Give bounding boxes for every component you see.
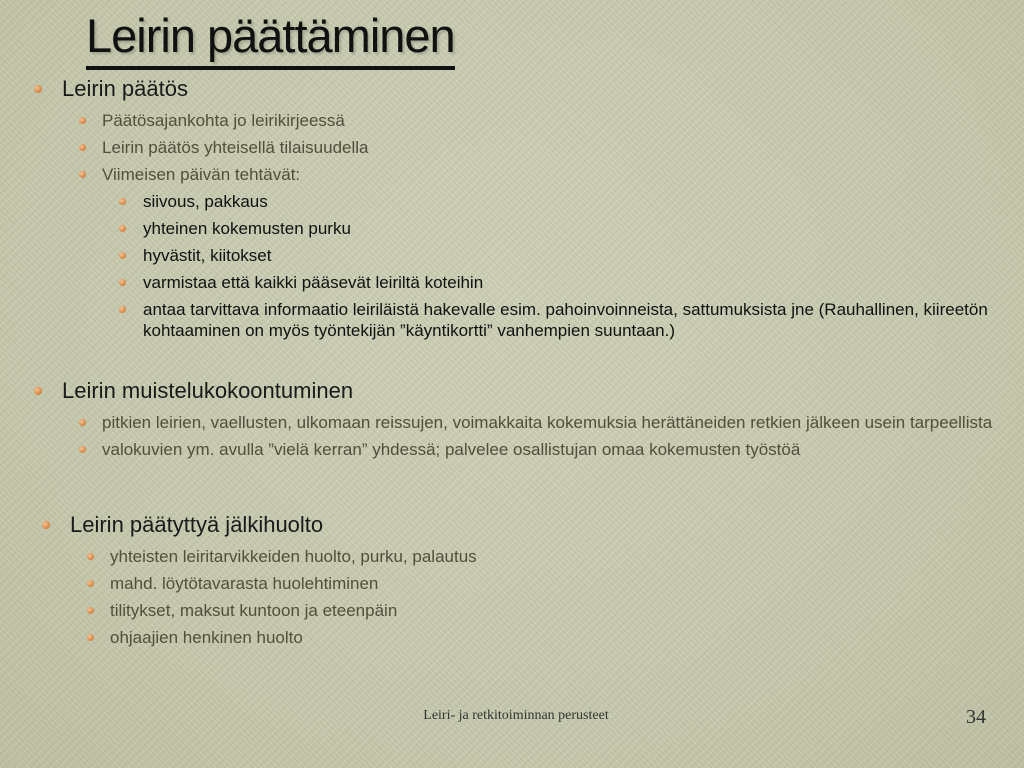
bullet-icon bbox=[34, 85, 42, 93]
list-item-text: Päätösajankohta jo leirikirjeessä bbox=[102, 111, 345, 130]
sub-list-item-text: siivous, pakkaus bbox=[143, 192, 268, 211]
bullet-icon bbox=[87, 634, 94, 641]
sub-list-item bbox=[30, 299, 994, 341]
bullet-icon bbox=[79, 171, 86, 178]
sub-list-item bbox=[30, 218, 994, 239]
list-item bbox=[38, 573, 994, 594]
bullet-icon bbox=[79, 117, 86, 124]
list-item-text: yhteisten leiritarvikkeiden huolto, purku, palautus bbox=[110, 547, 477, 566]
section-jalkihuolto bbox=[38, 510, 994, 648]
list-item bbox=[30, 439, 994, 460]
list-item bbox=[30, 164, 994, 185]
bullet-icon bbox=[79, 446, 86, 453]
bullet-icon bbox=[119, 306, 126, 313]
section-muistelukokoontuminen bbox=[30, 376, 994, 460]
page-number: 34 bbox=[966, 706, 986, 728]
bullet-icon bbox=[87, 580, 94, 587]
slide-title: Leirin päättäminen bbox=[86, 8, 455, 70]
list-item bbox=[30, 137, 994, 158]
list-item bbox=[38, 600, 994, 621]
section-heading bbox=[30, 74, 994, 104]
list-item bbox=[30, 412, 994, 433]
section-heading-text: Leirin päätyttyä jälkihuolto bbox=[70, 512, 324, 537]
section-heading bbox=[30, 376, 994, 406]
sub-list-item-text: yhteinen kokemusten purku bbox=[143, 219, 351, 238]
sub-list-item bbox=[30, 272, 994, 293]
section-heading-text: Leirin päätös bbox=[62, 76, 188, 101]
bullet-icon bbox=[119, 279, 126, 286]
list-item bbox=[30, 110, 994, 131]
sub-list-item-text: antaa tarvittava informaatio leiriläistä hakevalle esim. pahoinvoinneista, sattumuksista jne (Rauhallinen, kiireetön kohtaaminen on myös työntekijän ”käyntikortti” vanhempien suuntaan.) bbox=[143, 300, 988, 340]
footer-text: Leiri- ja retkitoiminnan perusteet bbox=[423, 708, 609, 723]
sub-list-item-text: varmistaa että kaikki pääsevät leiriltä koteihin bbox=[143, 273, 484, 292]
bullet-icon bbox=[42, 521, 50, 529]
section-leirin-paatos bbox=[30, 74, 994, 341]
bullet-icon bbox=[119, 225, 126, 232]
section-heading bbox=[38, 510, 994, 540]
list-item-text: valokuvien ym. avulla ”vielä kerran” yhdessä; palvelee osallistujan omaa kokemusten työstöä bbox=[102, 440, 801, 459]
bullet-icon bbox=[119, 252, 126, 259]
list-item-text: ohjaajien henkinen huolto bbox=[110, 628, 303, 647]
list-item bbox=[38, 627, 994, 648]
bullet-icon bbox=[79, 144, 86, 151]
list-item-text: pitkien leirien, vaellusten, ulkomaan reissujen, voimakkaita kokemuksia herättäneiden retkien jälkeen usein tarpeellista bbox=[102, 413, 993, 432]
bullet-icon bbox=[79, 419, 86, 426]
sub-list-item bbox=[30, 191, 994, 212]
list-item bbox=[38, 546, 994, 567]
bullet-icon bbox=[34, 387, 42, 395]
bullet-icon bbox=[87, 553, 94, 560]
list-item-text: Viimeisen päivän tehtävät: bbox=[102, 165, 301, 184]
bullet-icon bbox=[119, 198, 126, 205]
sub-list-item-text: hyvästit, kiitokset bbox=[143, 246, 272, 265]
sub-list-item bbox=[30, 245, 994, 266]
list-item-text: tilitykset, maksut kuntoon ja eteenpäin bbox=[110, 601, 398, 620]
section-heading-text: Leirin muistelukokoontuminen bbox=[62, 378, 354, 403]
bullet-icon bbox=[87, 607, 94, 614]
list-item-text: mahd. löytötavarasta huolehtiminen bbox=[110, 574, 379, 593]
list-item-text: Leirin päätös yhteisellä tilaisuudella bbox=[102, 138, 369, 157]
